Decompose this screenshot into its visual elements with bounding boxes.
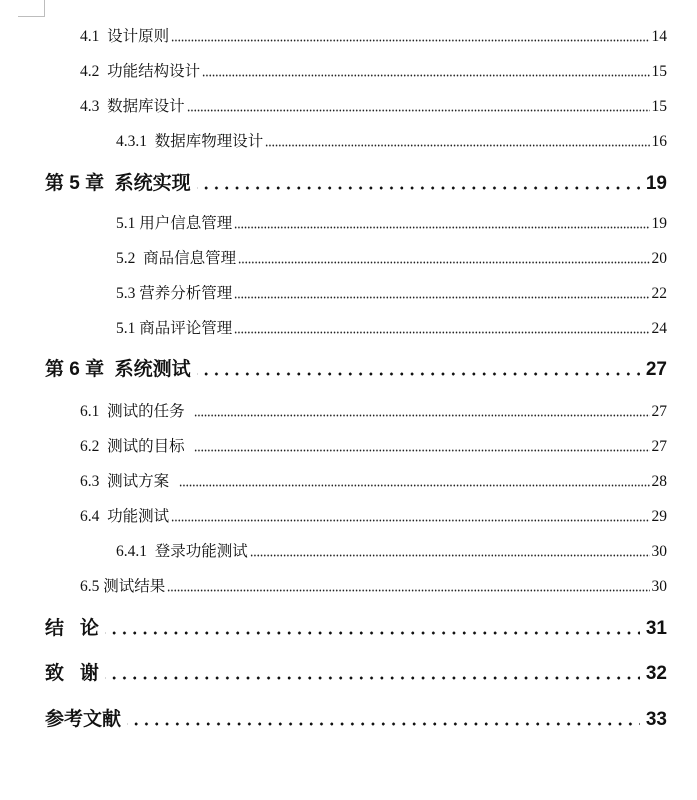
toc-entry-page: 16 xyxy=(651,133,667,150)
toc-entry-title: 结 论 xyxy=(45,618,99,639)
dot-leader xyxy=(234,281,649,303)
dot-leader xyxy=(197,169,640,195)
dot-leader xyxy=(234,316,649,338)
toc-entry-title: 致 谢 xyxy=(45,663,99,684)
toc-entry-page: 29 xyxy=(651,508,667,525)
dot-leader xyxy=(194,399,649,421)
toc-entry-page: 19 xyxy=(651,215,667,232)
toc-entry[interactable] xyxy=(116,539,667,561)
toc-entry-title: 4.2 功能结构设计 xyxy=(80,63,201,80)
toc-entry[interactable] xyxy=(80,434,667,456)
dot-leader xyxy=(187,94,650,116)
toc-entry[interactable] xyxy=(116,281,667,303)
toc-entry-title: 4.3 数据库设计 xyxy=(80,98,185,115)
toc-entry-page: 31 xyxy=(645,618,667,639)
toc-entry-title: 4.1 设计原则 xyxy=(80,28,170,45)
toc-entry-page: 32 xyxy=(645,663,667,684)
toc-entry-title: 6.5 测试结果 xyxy=(80,578,166,595)
toc-entry-title: 第 6 章 系统测试 xyxy=(45,359,191,380)
toc-entry-title: 参考文献 xyxy=(45,709,122,730)
toc-entry[interactable] xyxy=(116,211,667,233)
dot-leader xyxy=(238,246,649,268)
toc-entry-title: 第 5 章 系统实现 xyxy=(45,173,191,194)
toc-entry-page: 27 xyxy=(645,359,667,380)
dot-leader xyxy=(194,434,649,456)
toc-entry-page: 30 xyxy=(651,543,667,560)
toc-entry-page: 14 xyxy=(651,28,667,45)
toc-entry-title: 5.1 用户信息管理 xyxy=(116,215,233,232)
toc-entry[interactable] xyxy=(80,469,667,491)
dot-leader xyxy=(167,574,649,596)
toc-chapter-entry[interactable] xyxy=(45,705,667,731)
toc-entry-page: 19 xyxy=(645,173,667,194)
dot-leader xyxy=(179,469,650,491)
dot-leader xyxy=(202,59,649,81)
dot-leader xyxy=(197,355,640,381)
toc-entry-page: 27 xyxy=(651,403,667,420)
toc-entry-page: 20 xyxy=(651,250,667,267)
dot-leader xyxy=(105,659,640,685)
toc-entry-title: 6.3 测试方案 xyxy=(80,473,177,490)
toc-entry-title: 6.4 功能测试 xyxy=(80,508,170,525)
toc-entry-page: 33 xyxy=(645,709,667,730)
toc-entry-page: 15 xyxy=(651,98,667,115)
toc-chapter-entry[interactable] xyxy=(45,659,667,685)
toc-entry-page: 27 xyxy=(651,438,667,455)
toc-entry[interactable] xyxy=(80,574,667,596)
toc-entry-title: 5.3 营养分析管理 xyxy=(116,285,233,302)
page-corner-mark xyxy=(18,0,45,17)
toc-entry[interactable] xyxy=(80,24,667,46)
toc-entry-title: 5.1 商品评论管理 xyxy=(116,320,233,337)
toc-entry[interactable] xyxy=(80,94,667,116)
toc-entry-title: 6.2 测试的目标 xyxy=(80,438,193,455)
toc-chapter-entry[interactable] xyxy=(45,169,667,195)
toc-entry-title: 5.2 商品信息管理 xyxy=(116,250,237,267)
dot-leader xyxy=(234,211,649,233)
toc-entry-title: 4.3.1 数据库物理设计 xyxy=(116,133,264,150)
toc-entry[interactable] xyxy=(80,59,667,81)
dot-leader xyxy=(250,539,650,561)
dot-leader xyxy=(265,129,649,151)
toc-entry-page: 15 xyxy=(651,63,667,80)
dot-leader xyxy=(105,614,640,640)
dot-leader xyxy=(171,24,649,46)
toc-entry-page: 28 xyxy=(651,473,667,490)
toc-entry-page: 24 xyxy=(651,320,667,337)
toc-entry-title: 6.4.1 登录功能测试 xyxy=(116,543,248,560)
toc-chapter-entry[interactable] xyxy=(45,355,667,381)
dot-leader xyxy=(127,705,640,731)
toc-entry[interactable] xyxy=(80,399,667,421)
toc-entry[interactable] xyxy=(116,246,667,268)
dot-leader xyxy=(171,504,649,526)
toc-chapter-entry[interactable] xyxy=(45,614,667,640)
toc-entry-title: 6.1 测试的任务 xyxy=(80,403,193,420)
toc-entry[interactable] xyxy=(116,129,667,151)
toc-entry[interactable] xyxy=(80,504,667,526)
toc-entry-page: 22 xyxy=(651,285,667,302)
toc-entry[interactable] xyxy=(116,316,667,338)
toc-entry-page: 30 xyxy=(651,578,667,595)
